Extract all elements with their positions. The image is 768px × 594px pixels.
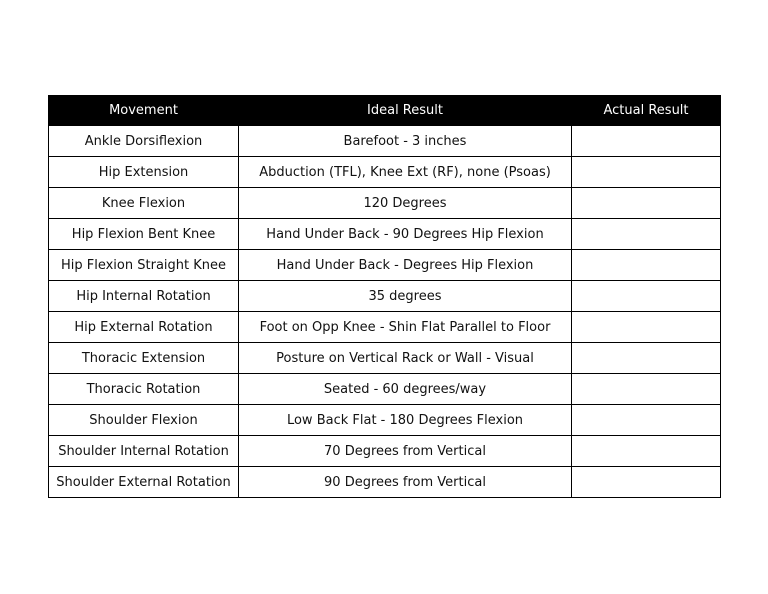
table-row: [49, 312, 721, 343]
table-row: [49, 157, 721, 188]
cell-ideal-result: Hand Under Back - 90 Degrees Hip Flexion: [239, 219, 572, 250]
table-header: [49, 96, 721, 126]
table-row: [49, 405, 721, 436]
cell-movement: Thoracic Extension: [49, 343, 239, 374]
header-ideal-result: Ideal Result: [239, 96, 572, 126]
header-row: [49, 96, 721, 126]
cell-movement: Shoulder Flexion: [49, 405, 239, 436]
header-actual-result: Actual Result: [572, 96, 721, 126]
cell-actual-result[interactable]: [572, 374, 721, 405]
table-row: [49, 250, 721, 281]
cell-movement: Hip External Rotation: [49, 312, 239, 343]
cell-movement: Ankle Dorsiflexion: [49, 126, 239, 157]
cell-movement: Hip Flexion Bent Knee: [49, 219, 239, 250]
cell-movement: Hip Extension: [49, 157, 239, 188]
cell-ideal-result: Abduction (TFL), Knee Ext (RF), none (Psoas): [239, 157, 572, 188]
cell-movement: Hip Internal Rotation: [49, 281, 239, 312]
cell-ideal-result: 70 Degrees from Vertical: [239, 436, 572, 467]
cell-movement: Thoracic Rotation: [49, 374, 239, 405]
cell-ideal-result: 120 Degrees: [239, 188, 572, 219]
cell-ideal-result: Foot on Opp Knee - Shin Flat Parallel to Floor: [239, 312, 572, 343]
table-row: [49, 188, 721, 219]
cell-actual-result[interactable]: [572, 157, 721, 188]
table-row: [49, 343, 721, 374]
cell-actual-result[interactable]: [572, 188, 721, 219]
cell-ideal-result: 35 degrees: [239, 281, 572, 312]
cell-movement: Hip Flexion Straight Knee: [49, 250, 239, 281]
cell-ideal-result: 90 Degrees from Vertical: [239, 467, 572, 498]
cell-actual-result[interactable]: [572, 126, 721, 157]
cell-ideal-result: Low Back Flat - 180 Degrees Flexion: [239, 405, 572, 436]
header-movement: Movement: [49, 96, 239, 126]
cell-actual-result[interactable]: [572, 405, 721, 436]
cell-actual-result[interactable]: [572, 312, 721, 343]
cell-ideal-result: Barefoot - 3 inches: [239, 126, 572, 157]
cell-movement: Knee Flexion: [49, 188, 239, 219]
cell-actual-result[interactable]: [572, 343, 721, 374]
mobility-assessment-table: [48, 95, 721, 498]
cell-actual-result[interactable]: [572, 250, 721, 281]
cell-ideal-result: Posture on Vertical Rack or Wall - Visual: [239, 343, 572, 374]
table-row: [49, 374, 721, 405]
table-row: [49, 219, 721, 250]
cell-actual-result[interactable]: [572, 467, 721, 498]
table-row: [49, 436, 721, 467]
cell-actual-result[interactable]: [572, 436, 721, 467]
cell-actual-result[interactable]: [572, 219, 721, 250]
cell-movement: Shoulder Internal Rotation: [49, 436, 239, 467]
table-row: [49, 281, 721, 312]
table-row: [49, 467, 721, 498]
table-body: [49, 126, 721, 498]
cell-ideal-result: Hand Under Back - Degrees Hip Flexion: [239, 250, 572, 281]
cell-actual-result[interactable]: [572, 281, 721, 312]
cell-ideal-result: Seated - 60 degrees/way: [239, 374, 572, 405]
table-row: [49, 126, 721, 157]
cell-movement: Shoulder External Rotation: [49, 467, 239, 498]
